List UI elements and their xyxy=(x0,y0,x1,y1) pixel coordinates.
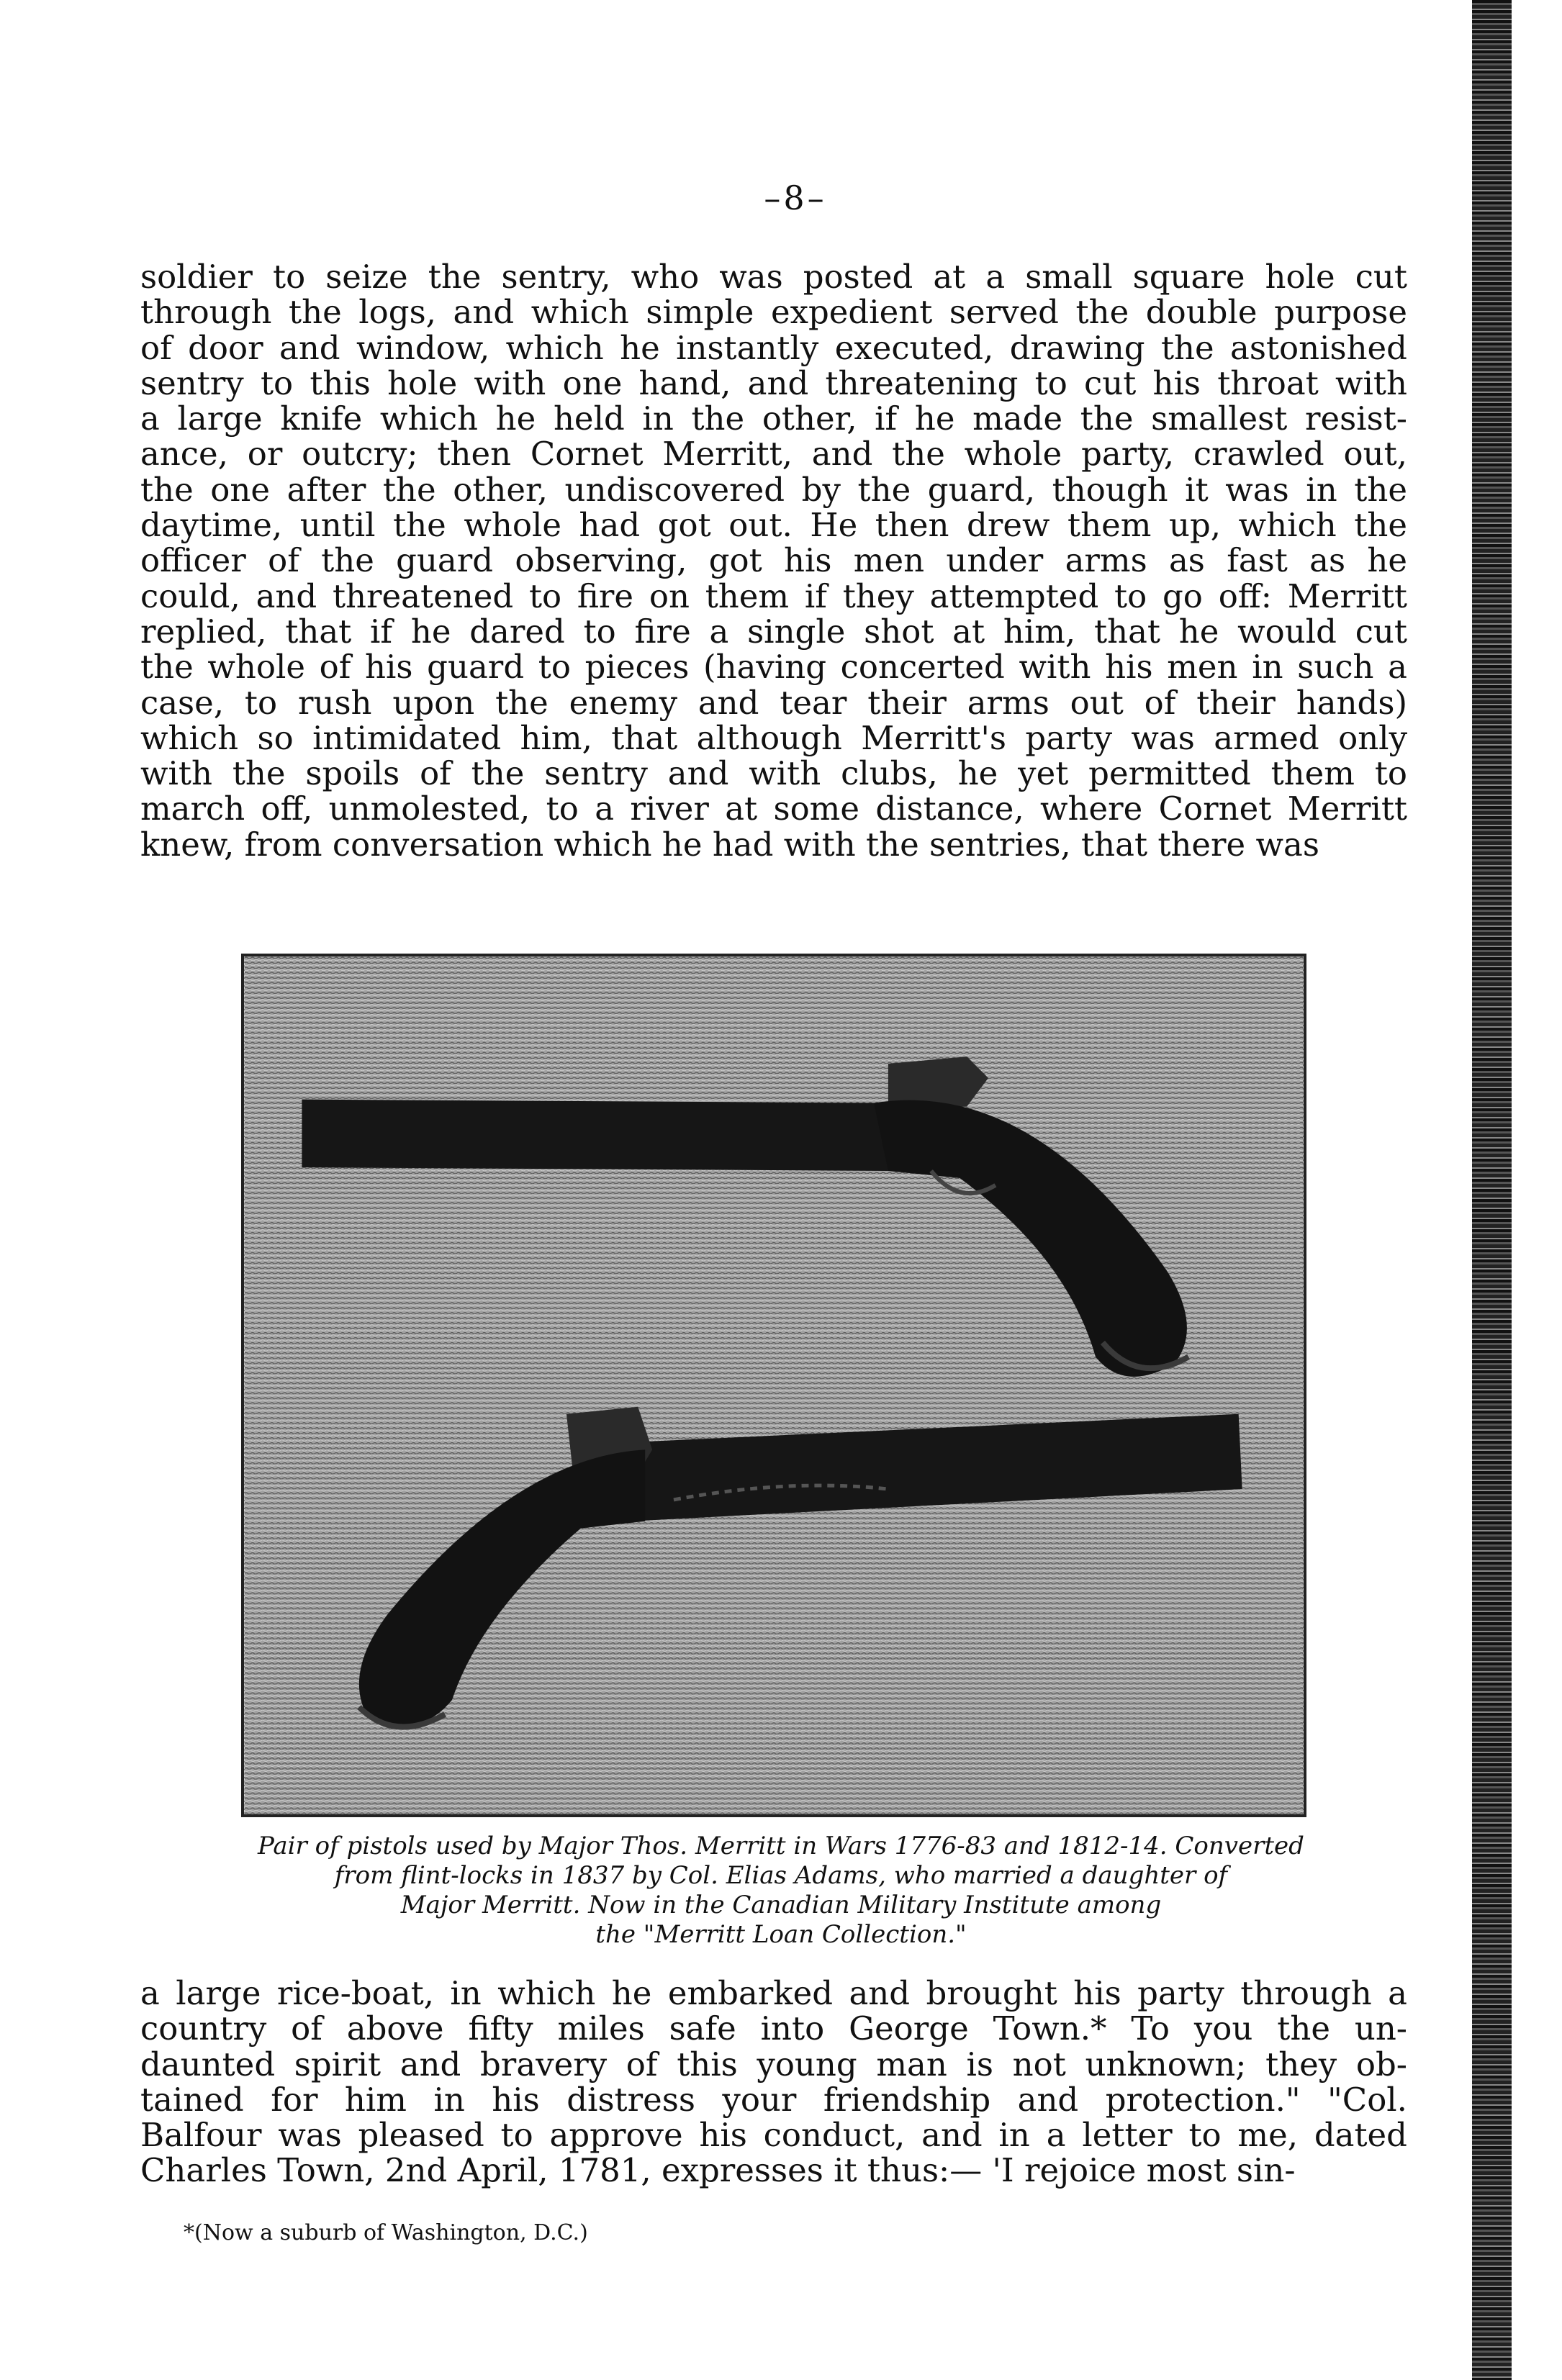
pistols-photograph xyxy=(241,954,1306,1817)
caption-line: Major Merritt. Now in the Canadian Military Institute among xyxy=(400,1891,1162,1919)
text-line: ance, or outcry; then Cornet Merritt, and the whole party, crawled out, xyxy=(140,435,1407,474)
text-line: officer of the guard observing, got his men under arms as fast as he xyxy=(140,541,1407,580)
footnote: *(Now a suburb of Washington, D.C.) xyxy=(184,2220,588,2245)
body-paragraph-top xyxy=(140,259,1407,862)
text-line: tained for him in his distress your friendship and protection." "Col. xyxy=(140,2080,1407,2119)
text-line: knew, from conversation which he had with the sentries, that there was xyxy=(140,825,1319,864)
text-line: daunted spirit and bravery of this young man is not unknown; they ob- xyxy=(140,2045,1407,2083)
text-line: march off, unmolested, to a river at some distance, where Cornet Merritt xyxy=(140,789,1407,828)
text-line: through the logs, and which simple expedient served the double purpose xyxy=(140,293,1407,332)
text-line: Charles Town, 2nd April, 1781, expresses it thus:— 'I rejoice most sin- xyxy=(140,2151,1296,2190)
text-line: country of above fifty miles safe into George Town.* To you the un- xyxy=(140,2009,1407,2048)
text-line: could, and threatened to fire on them if they attempted to go off: Merritt xyxy=(140,576,1407,615)
text-line: with the spoils of the sentry and with clubs, he yet permitted them to xyxy=(140,754,1407,793)
text-line: the one after the other, undiscovered by the guard, though it was in the xyxy=(140,470,1407,509)
figure-caption xyxy=(176,1832,1386,1950)
text-line: the whole of his guard to pieces (having concerted with his men in such a xyxy=(140,648,1407,687)
scan-edge-strip xyxy=(1472,0,1512,2380)
text-line: soldier to seize the sentry, who was posted at a small square hole cut xyxy=(140,258,1407,296)
text-line: of door and window, which he instantly executed, drawing the astonished xyxy=(140,328,1407,367)
text-line: Balfour was pleased to approve his conduct, and in a letter to me, dated xyxy=(140,2116,1407,2155)
text-line: daytime, until the whole had got out. He then drew them up, which the xyxy=(140,506,1407,545)
page-number: –8– xyxy=(764,178,827,217)
caption-line: from flint-locks in 1837 by Col. Elias Adams, who married a daughter of xyxy=(334,1861,1228,1890)
text-line: a large knife which he held in the other, if he made the smallest resist- xyxy=(140,399,1407,438)
text-line: replied, that if he dared to fire a single shot at him, that he would cut xyxy=(140,612,1407,651)
pistols-image xyxy=(244,956,1304,1814)
text-line: case, to rush upon the enemy and tear their arms out of their hands) xyxy=(140,683,1407,722)
text-line: which so intimidated him, that although Merritt's party was armed only xyxy=(140,718,1407,757)
caption-line: Pair of pistols used by Major Thos. Merritt in Wars 1776-83 and 1812-14. Converted xyxy=(258,1832,1304,1860)
text-line: sentry to this hole with one hand, and threatening to cut his throat with xyxy=(140,363,1407,402)
caption-line: the "Merritt Loan Collection." xyxy=(595,1920,967,1949)
body-paragraph-bottom xyxy=(140,1976,1407,2189)
text-line: a large rice-boat, in which he embarked and brought his party through a xyxy=(140,1974,1407,2012)
